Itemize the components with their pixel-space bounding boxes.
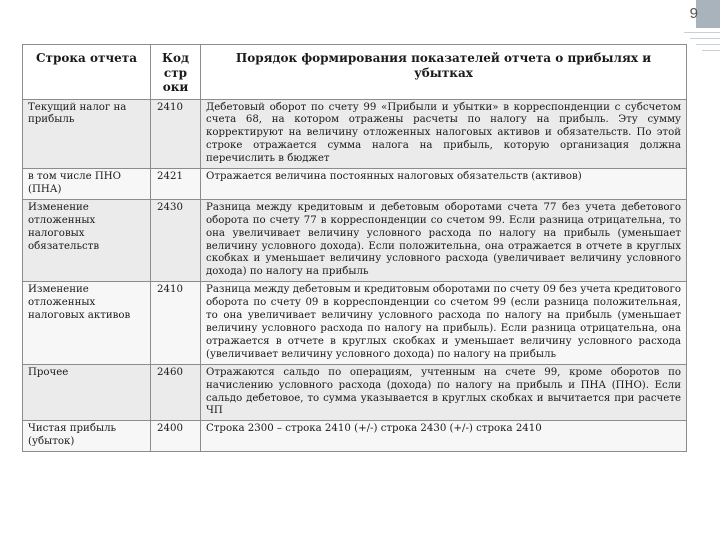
row-code: 2410 [151,282,201,364]
report-lines-table [22,44,687,452]
table-row [23,169,687,200]
row-line-name: Чистая прибыль (убыток) [23,421,151,452]
row-line-name: Изменение отложенных налоговых активов [23,282,151,364]
row-code: 2421 [151,169,201,200]
row-description: Дебетовый оборот по счету 99 «Прибыли и убытки» в корреспонденции с субсчетом счета 68, на котором отражены расчеты по налогу на прибыль. Эту сумму корректируют на величину отложенных налоговых активов и обязательств. По этой строке отражается сумма налога на прибыль, которую организация должна перечислить в бюджет [201,99,687,169]
header-formation-procedure: Порядок формирования показателей отчета о прибылях и убытках [201,45,687,100]
row-code: 2410 [151,99,201,169]
header-line-code: Код стр оки [151,45,201,100]
row-line-name: в том числе ПНО (ПНА) [23,169,151,200]
table-row [23,282,687,364]
row-code: 2460 [151,364,201,421]
row-description: Отражается величина постоянных налоговых обязательств (активов) [201,169,687,200]
row-line-name: Изменение отложенных налоговых обязательств [23,199,151,281]
header-report-line: Строка отчета [23,45,151,100]
table-row [23,99,687,169]
row-description: Разница между дебетовым и кредитовым оборотами по счету 09 без учета кредитового оборота по счету 09 в корреспонденции со счетом 99 (если разница положительная, то она увеличивает величину условного расхода по налогу на прибыль (уменьшает величину условного расхода по налогу на прибыль). Если разница отрицательна, она отражается в отчете в круглых скобках и уменьшает величину условного расхода (увеличивает величину условного дохода) по налогу на прибыль [201,282,687,364]
row-description: Разница между кредитовым и дебетовым оборотами счета 77 без учета дебетового оборота по счету 77 в корреспонденции со счетом 99. Если разница отрицательна, то она увеличивает величину условного расхода по налогу на прибыль (уменьшает величину условного дохода). Если положительна, она отражается в отчете в круглых скобках и уменьшает величину условного расхода (увеличивает величину условного дохода) по налогу на прибыль [201,199,687,281]
table-header-row [23,45,687,100]
row-code: 2400 [151,421,201,452]
table-row [23,364,687,421]
row-line-name: Текущий налог на прибыль [23,99,151,169]
row-description: Отражаются сальдо по операциям, учтенным на счете 99, кроме оборотов по начислению условного расхода (дохода) по налогу на прибыль и ПНА (ПНО). Если сальдо дебетовое, то сумма указывается в круглых скобках и вычитается при расчете ЧП [201,364,687,421]
row-description: Строка 2300 – строка 2410 (+/-) строка 2430 (+/-) строка 2410 [201,421,687,452]
row-code: 2430 [151,199,201,281]
page-number: 9 [689,5,698,22]
table-row [23,421,687,452]
table-row [23,199,687,281]
row-line-name: Прочее [23,364,151,421]
